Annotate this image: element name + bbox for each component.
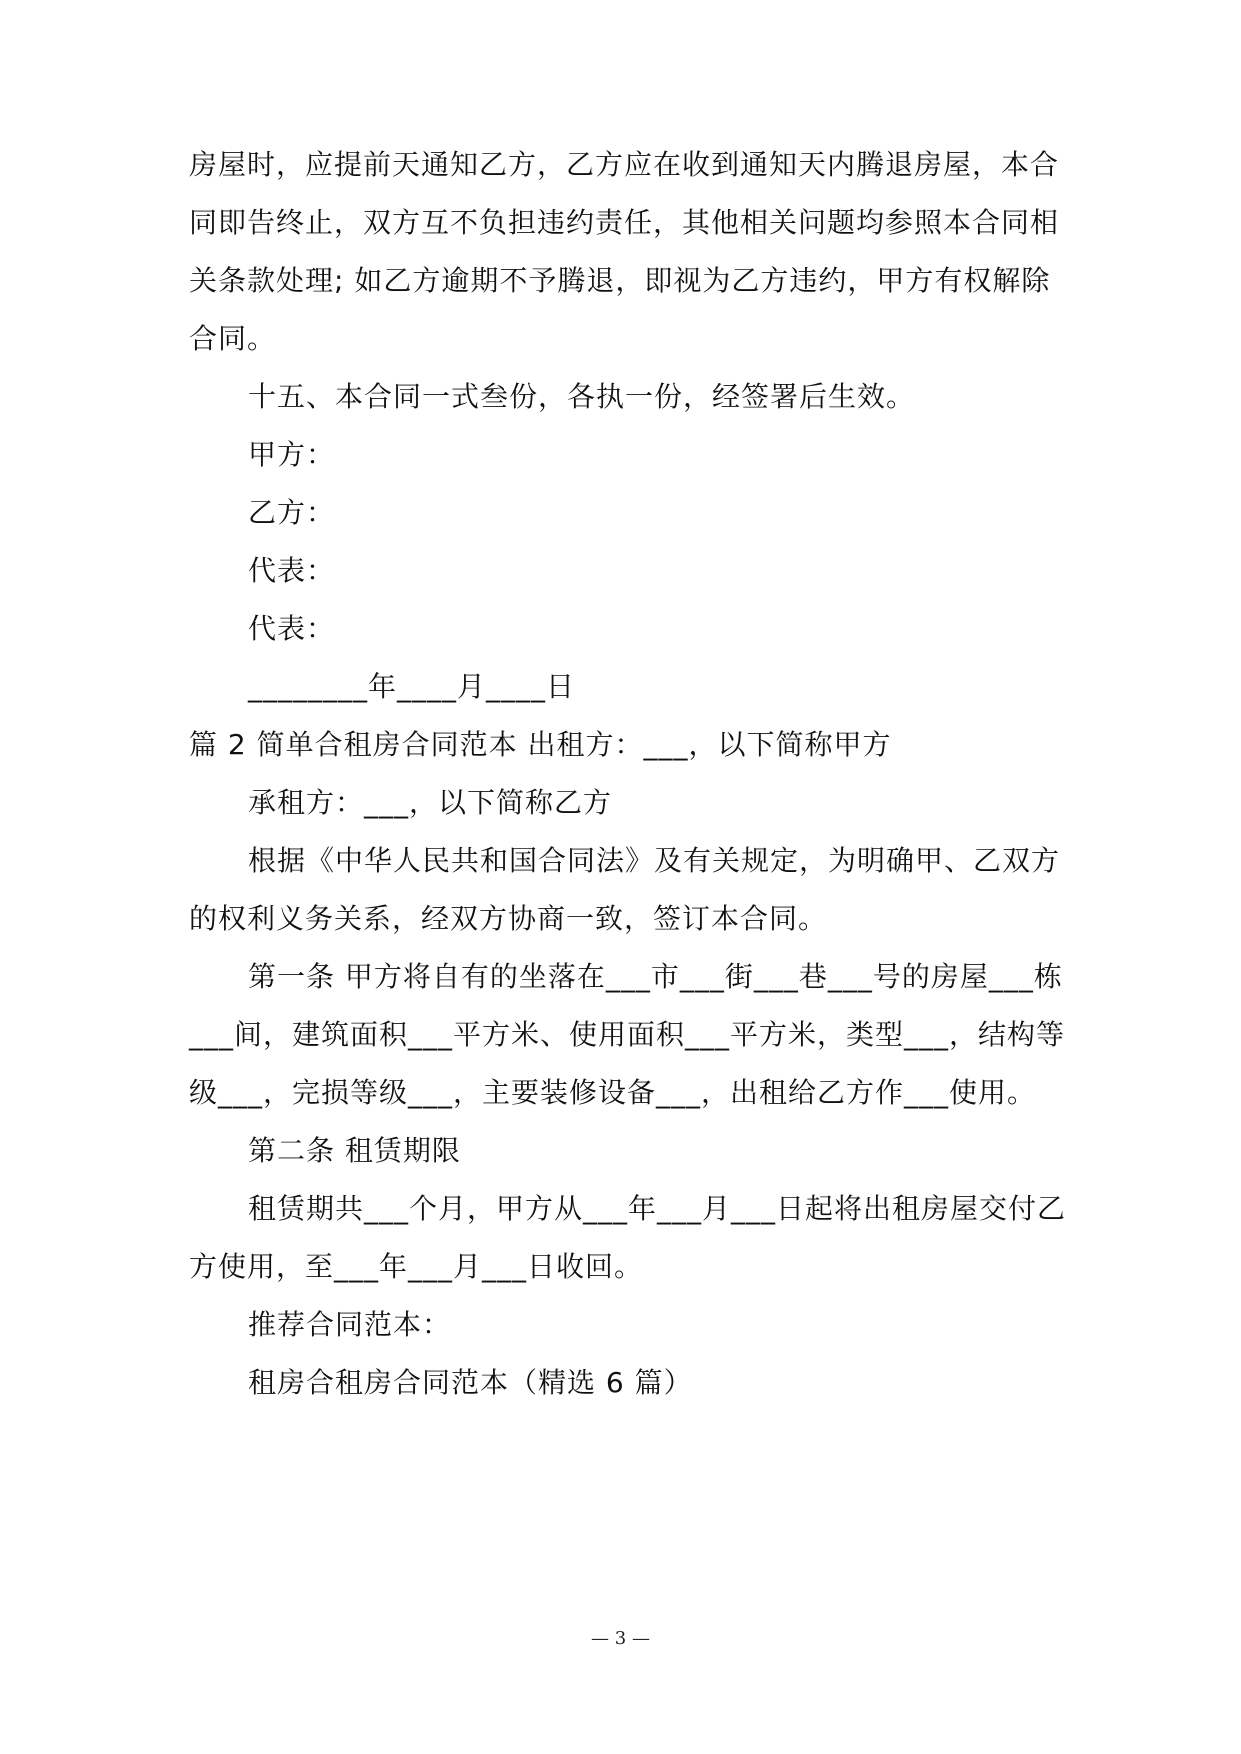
paragraph-line: 合同。 bbox=[189, 322, 277, 355]
paragraph-line: ___间，建筑面积___平方米、使用面积___平方米，类型___，结构等 bbox=[189, 1018, 1066, 1051]
page-number: — 3 — bbox=[591, 1628, 650, 1649]
recommended-link[interactable]: 租房合租房合同范本（精选 6 篇） bbox=[248, 1366, 693, 1399]
paragraph-line: 方使用，至___年___月___日收回。 bbox=[189, 1250, 644, 1283]
representative-label: 代表： bbox=[248, 612, 336, 645]
paragraph-line: 的权利义务关系，经双方协商一致，签订本合同。 bbox=[189, 902, 828, 935]
party-a-label: 甲方： bbox=[248, 438, 336, 471]
recommended-label: 推荐合同范本： bbox=[248, 1308, 452, 1341]
paragraph-line: 房屋时，应提前天通知乙方，乙方应在收到通知天内腾退房屋，本合 bbox=[189, 148, 1060, 181]
section-heading: 篇 2 简单合租房合同范本 出租方：___，以下简称甲方 bbox=[189, 728, 892, 761]
representative-label: 代表： bbox=[248, 554, 336, 587]
paragraph-line: 根据《中华人民共和国合同法》及有关规定，为明确甲、乙双方 bbox=[248, 844, 1061, 877]
clause-fifteen: 十五、本合同一式叁份，各执一份，经签署后生效。 bbox=[248, 380, 916, 413]
article-two-heading: 第二条 租赁期限 bbox=[248, 1134, 461, 1167]
lessee-line: 承租方：___，以下简称乙方 bbox=[248, 786, 613, 819]
date-line: ________年____月____日 bbox=[248, 670, 576, 703]
paragraph-line: 租赁期共___个月，甲方从___年___月___日起将出租房屋交付乙 bbox=[248, 1192, 1067, 1225]
paragraph-line: 级___，完损等级___，主要装修设备___，出租给乙方作___使用。 bbox=[189, 1076, 1037, 1109]
party-b-label: 乙方： bbox=[248, 496, 336, 529]
article-one-line: 第一条 甲方将自有的坐落在___市___街___巷___号的房屋___栋 bbox=[248, 960, 1063, 993]
paragraph-line: 关条款处理; 如乙方逾期不予腾退，即视为乙方违约，甲方有权解除 bbox=[189, 264, 1051, 297]
paragraph-line: 同即告终止，双方互不负担违约责任，其他相关问题均参照本合同相 bbox=[189, 206, 1060, 239]
